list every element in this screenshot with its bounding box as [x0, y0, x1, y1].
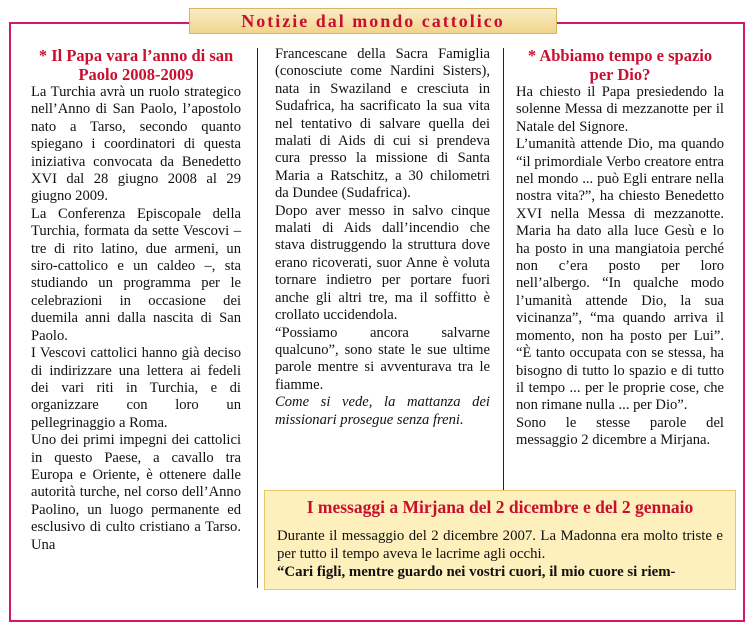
- mirjana-messages-box: [264, 490, 736, 590]
- paragraph: I Vescovi cattolici hanno già deciso di indirizzare una lettera ai fedeli dei vari riti in Turchia, e di organizzare con loro un pellegrinaggio a Roma.: [31, 345, 241, 431]
- paragraph: La Turchia avrà un ruolo strategico nell’Anno di San Paolo, l’apostolo nato a Tarso, secondo quanto spiegano i coordinatori di questa iniziativa convocata da Benedetto XVI dal 28 giugno 2008 al 29 giugno 2009.: [31, 84, 241, 205]
- column-2: [275, 46, 490, 429]
- paragraph: Sono le stesse parole del messaggio 2 dicembre a Mirjana.: [516, 414, 724, 449]
- column-divider: [257, 48, 258, 588]
- paragraph: L’umanità attende Dio, ma quando “il primordiale Verbo creatore entra nel mondo ... può Egli entrare nella nostra vita?”, ha chiesto Benedetto XVI nella Messa di mezzanotte. Maria ha dato alla luce Gesù e lo ha posto in una mangiatoia perché non c’era posto per loro nell’albergo. “In qualche modo l’umanità attende Dio, la sua vicinanza”, “ma quando arriva il momento, non ha posto per Lui”. “È tanto occupata con se stessa, ha bisogno di tutto lo spazio e di tutto il tempo ... per le proprie cose, che non rimane nulla ... per Dio”.: [516, 136, 724, 414]
- box-title: I messaggi a Mirjana del 2 dicembre e del 2 gennaio: [306, 497, 694, 517]
- paragraph-bold: “Cari figli, mentre guardo nei vostri cuori, il mio cuore si riem-: [277, 564, 676, 580]
- article-title: * Il Papa vara l’anno di san Paolo 2008-2009: [38, 46, 234, 84]
- paragraph-italic: Come si vede, la mattanza dei missionari prosegue senza freni.: [275, 394, 490, 428]
- paragraph: Dopo aver messo in salvo cinque malati di Aids dall’incendio che stava distruggendo la struttura dove erano ricoverati, suor Anne è voluta tornare indietro per portare fuori anche gli altri tre, ma il soffitto è crollato uccidendola.: [275, 202, 490, 324]
- paragraph: Francescane della Sacra Famiglia (conosciute come Nardini Sisters), nata in Swaziland e cresciuta in Sudafrica, ha sacrificato la sua vita nel tentativo di salvare quella dei malati di Aids di cui si prendeva cura presso la missione di Santa Maria a Ratschitz, a 30 chilometri da Dundee (Sudafrica).: [275, 46, 490, 202]
- column-3: [516, 46, 724, 450]
- paragraph: Ha chiesto il Papa presiedendo la solenne Messa di mezzanotte per il Natale del Signore.: [516, 84, 724, 135]
- article-title: * Abbiamo tempo e spazio per Dio?: [527, 46, 713, 84]
- column-1: [31, 46, 241, 554]
- paragraph: Uno dei primi impegni dei cattolici in questo Paese, a cavallo tra Europa e Oriente, è ottenere dalle autorità turche, nel corso dell’Anno Paolino, un luogo permanente ed esclusivo di culto cristiano a Tarso. Una: [31, 432, 241, 553]
- paragraph: “Possiamo ancora salvarne qualcuno”, sono state le sue ultime parole mentre si avventurava tra le fiamme.: [275, 324, 490, 393]
- paragraph: La Conferenza Episcopale della Turchia, formata da sette Vescovi – tre di rito latino, due armeni, un siro-cattolico e un caldeo –, sta studiando un programma per le celebrazioni in occasione dei duemila anni dalla nascita di San Paolo.: [31, 205, 241, 344]
- section-banner: Notizie dal mondo cattolico: [189, 8, 557, 34]
- paragraph: Durante il messaggio del 2 dicembre 2007. La Madonna era molto triste e per tutto il tempo aveva le lacrime agli occhi.: [277, 528, 723, 562]
